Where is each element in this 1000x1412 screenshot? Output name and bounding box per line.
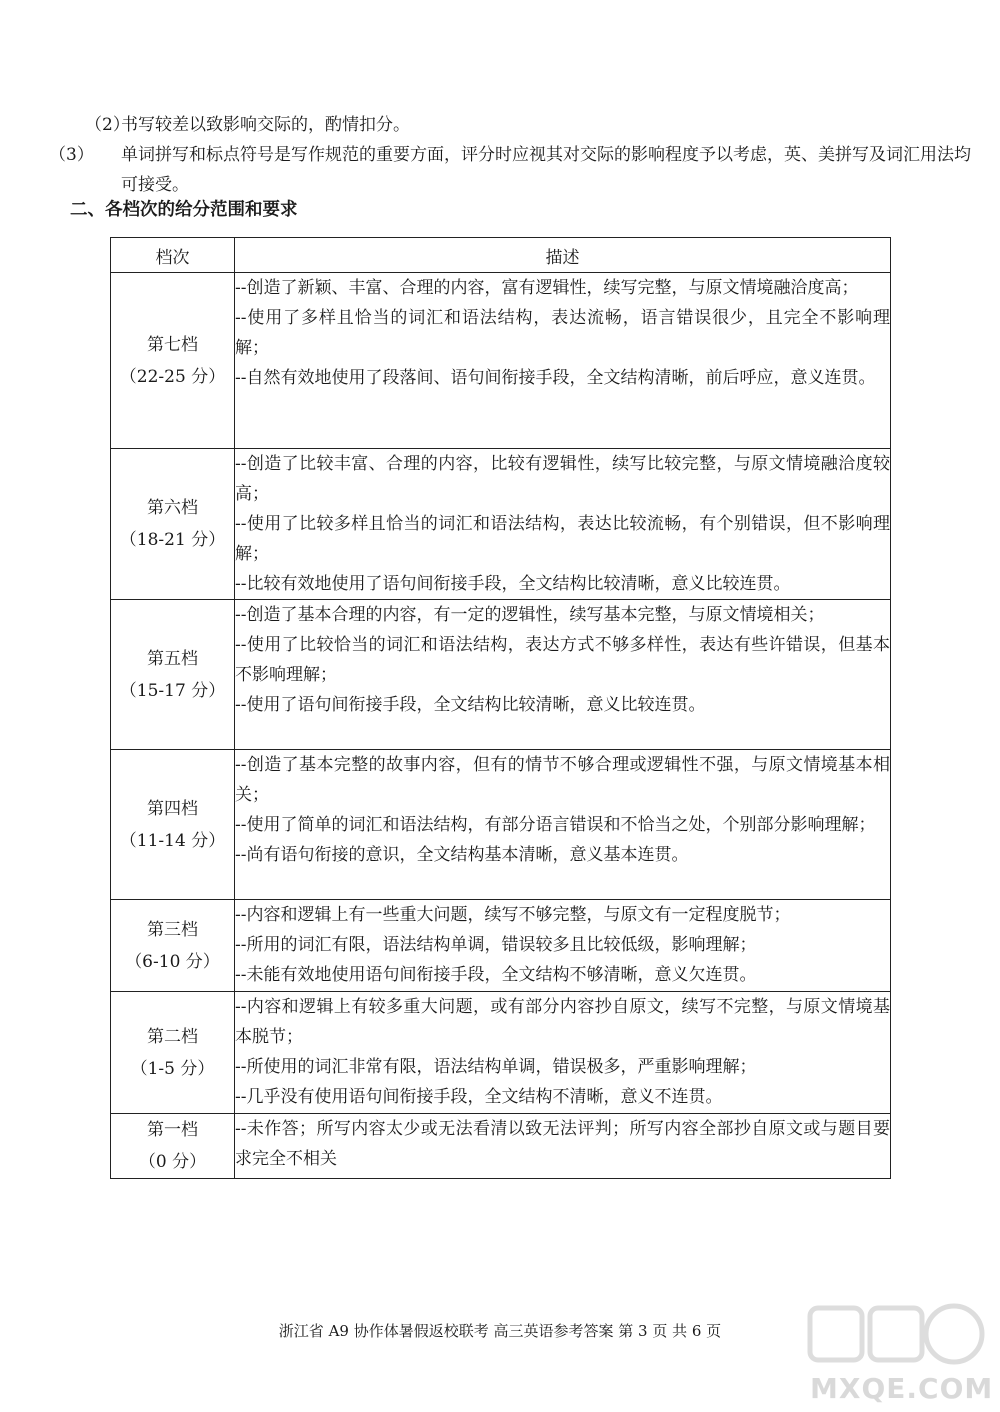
description-item: --未能有效地使用语句间衔接手段，全文结构不够清晰，意义欠连贯。	[235, 965, 757, 985]
description-item: --几乎没有使用语句间衔接手段，全文结构不清晰，意义不连贯。	[235, 1087, 723, 1107]
table-row	[111, 992, 891, 1114]
description-item: --未作答；所写内容太少或无法看清以致无法评判；所写内容全部抄自原文或与题目要求完全不相关	[235, 1119, 890, 1169]
table-header-row	[111, 238, 891, 273]
description-item: --创造了比较丰富、合理的内容，比较有逻辑性，续写比较完整，与原文情境融洽度较高；	[235, 454, 890, 504]
level-cell	[111, 449, 235, 600]
description-item: --创造了新颖、丰富、合理的内容，富有逻辑性，续写完整，与原文情境融洽度高；	[235, 278, 859, 298]
description-item: --内容和逻辑上有一些重大问题，续写不够完整，与原文有一定程度脱节；	[235, 905, 791, 925]
watermark-logo	[800, 1300, 994, 1410]
description-item: --内容和逻辑上有较多重大问题，或有部分内容抄自原文，续写不完整，与原文情境基本脱节；	[235, 997, 890, 1047]
description-item: --创造了基本完整的故事内容，但有的情节不够合理或逻辑性不强，与原文情境基本相关；	[235, 755, 890, 805]
level-name: 第二档	[147, 1026, 198, 1047]
level-name: 第七档	[147, 334, 198, 355]
description-cell	[235, 449, 891, 600]
section-title: 二、各档次的给分范围和要求	[70, 200, 298, 220]
level-cell	[111, 1114, 235, 1179]
level-name: 第一档	[147, 1120, 198, 1140]
description-item: --使用了比较多样且恰当的词汇和语法结构，表达比较流畅，有个别错误，但不影响理解；	[235, 514, 890, 564]
note-3	[49, 140, 981, 200]
description-item: --使用了多样且恰当的词汇和语法结构，表达流畅，语言错误很少，且完全不影响理解；	[235, 308, 890, 358]
note-2	[85, 110, 945, 140]
level-score: （18-21 分）	[119, 530, 226, 550]
description-cell	[235, 600, 891, 750]
description-cell	[235, 273, 891, 449]
table-row	[111, 900, 891, 992]
note-number: （2）	[85, 115, 130, 135]
description-item: --比较有效地使用了语句间衔接手段，全文结构比较清晰，意义比较连贯。	[235, 574, 791, 594]
note-text: 书写较差以致影响交际的，酌情扣分。	[121, 115, 410, 135]
description-cell	[235, 1114, 891, 1179]
level-cell	[111, 750, 235, 900]
page-footer: 浙江省 A9 协作体暑假返校联考 高三英语参考答案 第 3 页 共 6 页	[278, 1322, 722, 1340]
level-score: （6-10 分）	[125, 951, 220, 972]
table-row	[111, 449, 891, 600]
grading-table	[110, 237, 891, 1179]
header-level: 档次	[111, 238, 235, 273]
level-name: 第四档	[147, 798, 198, 819]
watermark-seal-icon	[800, 1300, 990, 1380]
level-score: （22-25 分）	[119, 366, 226, 387]
table-row	[111, 273, 891, 449]
header-description: 描述	[235, 238, 891, 273]
level-cell	[111, 900, 235, 992]
description-item: --所用的词汇有限，语法结构单调，错误较多且比较低级，影响理解；	[235, 935, 757, 955]
description-item: --使用了语句间衔接手段，全文结构比较清晰，意义比较连贯。	[235, 695, 706, 715]
table-row	[111, 750, 891, 900]
level-name: 第三档	[147, 919, 198, 940]
description-cell	[235, 992, 891, 1114]
level-score: （0 分）	[138, 1152, 207, 1172]
level-name: 第六档	[147, 498, 198, 518]
level-score: （1-5 分）	[130, 1058, 215, 1079]
level-cell	[111, 992, 235, 1114]
note-text: 单词拼写和标点符号是写作规范的重要方面，评分时应视其对交际的影响程度予以考虑，英、美拼写及词汇用法均可接受。	[121, 145, 971, 195]
level-cell	[111, 600, 235, 750]
level-cell	[111, 273, 235, 449]
description-cell	[235, 750, 891, 900]
watermark-text: MXQE.COM	[810, 1372, 994, 1405]
table-row	[111, 600, 891, 750]
description-item: --尚有语句衔接的意识，全文结构基本清晰，意义基本连贯。	[235, 845, 689, 865]
description-item: --创造了基本合理的内容，有一定的逻辑性，续写基本完整，与原文情境相关；	[235, 605, 825, 625]
level-score: （11-14 分）	[119, 830, 226, 851]
note-number: （3）	[49, 145, 94, 165]
table-row	[111, 1114, 891, 1179]
level-score: （15-17 分）	[119, 680, 226, 701]
description-item: --所使用的词汇非常有限，语法结构单调，错误极多，严重影响理解；	[235, 1057, 757, 1077]
description-cell	[235, 900, 891, 992]
level-name: 第五档	[147, 648, 198, 669]
description-item: --自然有效地使用了段落间、语句间衔接手段，全文结构清晰，前后呼应，意义连贯。	[235, 368, 876, 388]
description-item: --使用了简单的词汇和语法结构，有部分语言错误和不恰当之处，个别部分影响理解；	[235, 815, 876, 835]
description-item: --使用了比较恰当的词汇和语法结构，表达方式不够多样性，表达有些许错误，但基本不影响理解；	[235, 635, 890, 685]
